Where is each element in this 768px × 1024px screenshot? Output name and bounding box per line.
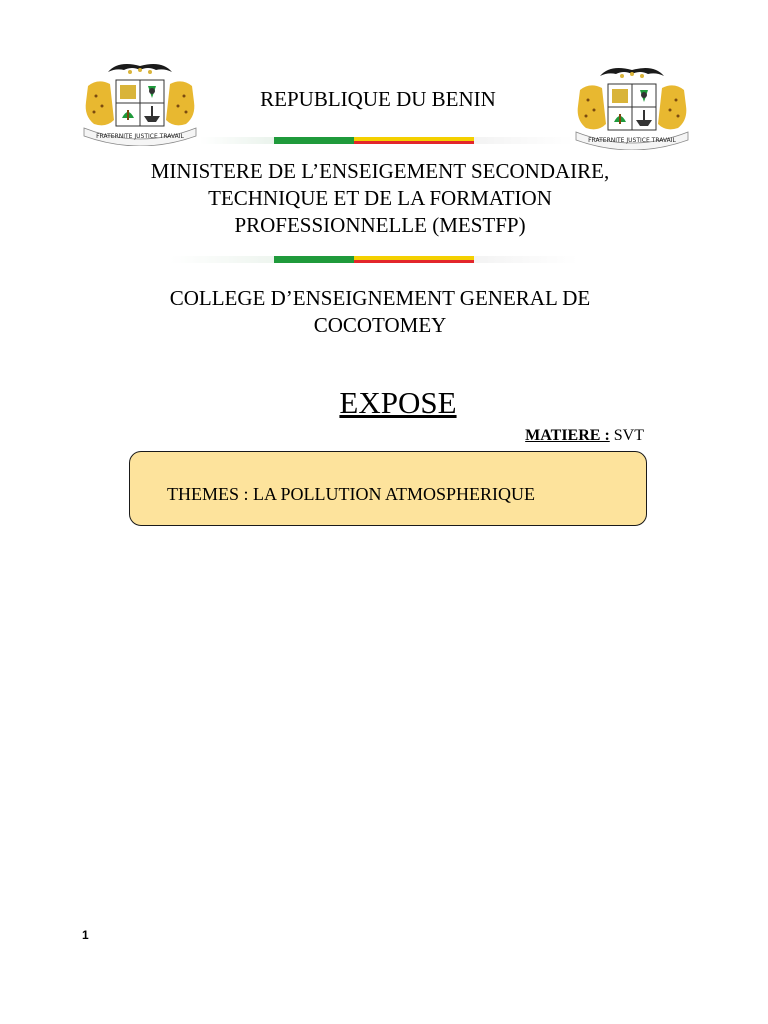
ministry-line-2: TECHNIQUE ET DE LA FORMATION xyxy=(208,186,552,210)
ministry-line-3: PROFESSIONNELLE (MESTFP) xyxy=(234,213,526,237)
college-line-1: COLLEGE D’ENSEIGNEMENT GENERAL DE xyxy=(169,286,591,310)
ministry-line-1: MINISTERE DE L’ENSEIGEMENT SECONDAIRE, xyxy=(150,159,610,183)
coat-of-arms-left-icon xyxy=(78,58,202,146)
theme-text: THEMES : LA POLLUTION ATMOSPHERIQUE xyxy=(167,484,536,504)
page-number: 1 xyxy=(82,928,89,942)
flag-divider-2 xyxy=(274,256,474,263)
college-line-2: COCOTOMEY xyxy=(313,313,447,337)
flag-bar-fade-right-2 xyxy=(474,256,578,263)
svg-text:FRATERNITE JUSTICE TRAVAIL: FRATERNITE JUSTICE TRAVAIL xyxy=(588,137,676,144)
flag-bar-fade-left xyxy=(200,137,274,144)
country-heading: REPUBLIQUE DU BENIN xyxy=(260,87,496,111)
svg-text:FRATERNITE JUSTICE TRAVAIL: FRATERNITE JUSTICE TRAVAIL xyxy=(96,133,184,140)
subject-line xyxy=(525,426,644,446)
subject-value: SVT xyxy=(609,427,644,444)
flag-bar-fade-left-2 xyxy=(170,256,274,263)
flag-divider-1 xyxy=(274,137,474,144)
flag-bar-fade-right xyxy=(474,137,574,144)
theme-box xyxy=(129,451,647,526)
document-title: EXPOSE xyxy=(339,385,457,420)
coat-of-arms-right-icon xyxy=(570,62,694,150)
subject-label: MATIERE : xyxy=(525,427,610,444)
